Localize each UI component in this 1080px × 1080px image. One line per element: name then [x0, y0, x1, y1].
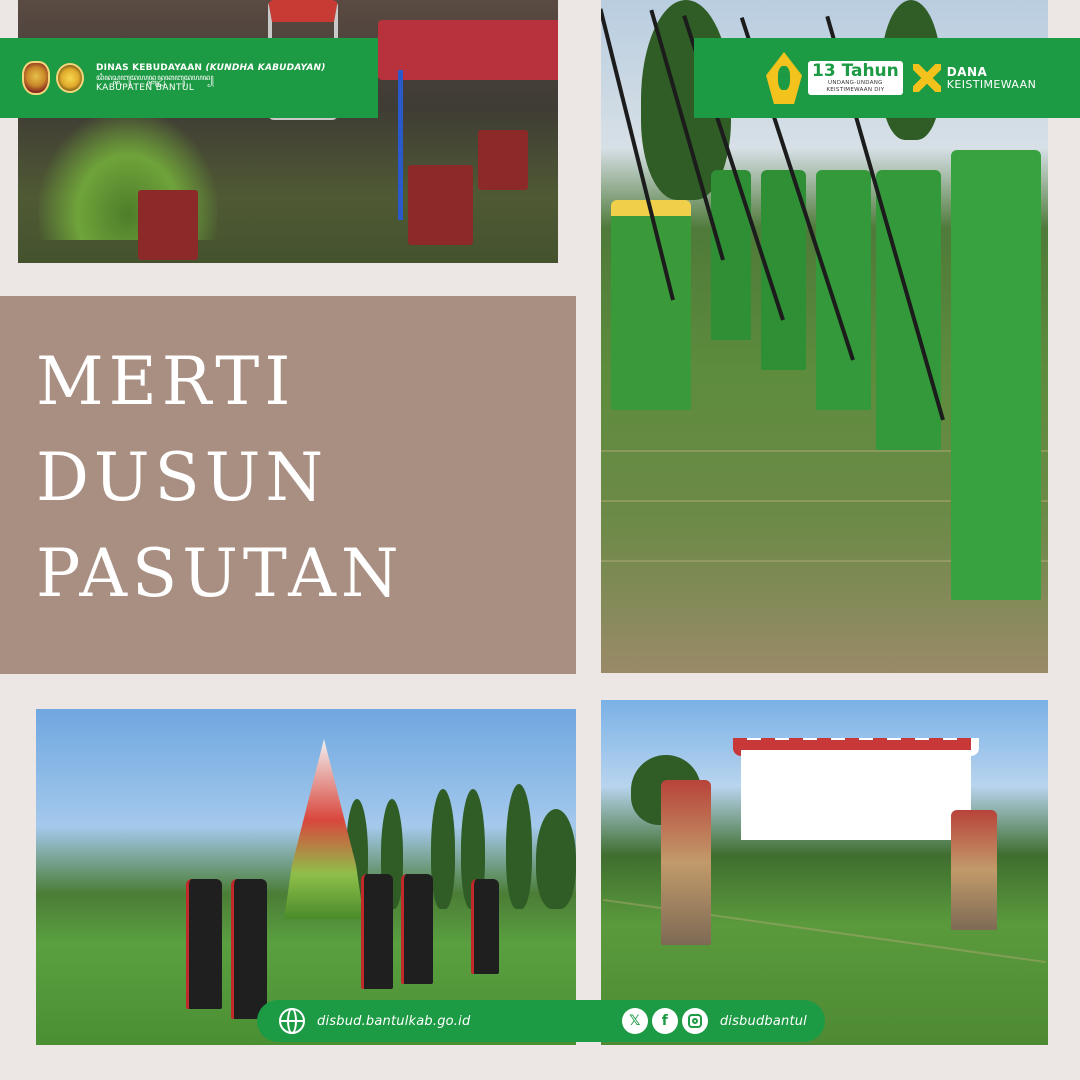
dancer-figure: [611, 200, 691, 410]
yogyakarta-emblem-icon: [56, 63, 84, 93]
photo-gunungan-procession: [36, 709, 576, 1045]
website-link[interactable]: disbud.bantulkab.go.id: [317, 1013, 471, 1029]
dana-keistimewaan-logo-icon: [913, 64, 941, 92]
soldier-figure: [951, 150, 1041, 600]
anniversary-badge: [808, 61, 903, 94]
soldier-figure: [816, 170, 871, 410]
tree: [536, 809, 576, 909]
bearer-figure: [231, 879, 267, 1019]
bearer-figure: [401, 874, 433, 984]
globe-icon[interactable]: [279, 1008, 305, 1034]
dana-keistimewaan-text: [947, 66, 1036, 90]
bearer-figure: [186, 879, 222, 1009]
fund-line-1: DANA: [946, 64, 988, 79]
photo-stage-dancers: [601, 700, 1048, 1045]
anniversary-sub-1: UNDANG-UNDANG: [828, 80, 883, 87]
agency-name-main: DINAS KEBUDAYAAN: [96, 63, 203, 74]
x-icon[interactable]: 𝕏: [622, 1008, 648, 1034]
agency-name: [96, 63, 326, 73]
anniversary-sub-2: KEISTIMEWAAN DIY: [826, 86, 885, 93]
anniversary-logo-icon: [766, 52, 802, 104]
bag: [478, 130, 528, 190]
footer-contact-bar: [257, 1000, 825, 1042]
agency-javanese-script: ꦢꦶꦤꦱ꧀ꦏꦧꦸꦢꦪꦤ꧀ꦏꦸꦤ꧀ꦝꦏꦧꦸꦢꦪꦤ꧀: [96, 73, 214, 83]
title-panel: [0, 296, 576, 674]
social-handle[interactable]: disbudbantul: [719, 1013, 807, 1029]
tree: [431, 789, 455, 909]
bag: [408, 165, 473, 245]
bearer-figure: [361, 874, 393, 989]
title-line-1: MERTI: [36, 343, 296, 420]
agency-name-alt: (KUNDHA KABUDAYAN): [205, 63, 326, 74]
fund-line-2: KEISTIMEWAAN: [946, 77, 1037, 91]
table-leg: [398, 70, 403, 220]
bearer-figure: [471, 879, 499, 974]
stage-tent: [741, 740, 971, 840]
dancer-figure: [661, 780, 711, 945]
tree: [506, 784, 532, 909]
soldier-figure: [711, 170, 751, 340]
bag: [138, 190, 198, 260]
table-cloth: [378, 20, 558, 80]
instagram-icon[interactable]: [682, 1008, 708, 1034]
social-icons: [622, 1008, 708, 1034]
header-agency-bar: [0, 38, 378, 118]
title-line-3: PASUTAN: [36, 535, 404, 612]
facebook-icon[interactable]: f: [652, 1008, 678, 1034]
dancer-figure: [951, 810, 997, 930]
title-line-2: DUSUN: [36, 439, 329, 516]
agency-region: KABUPATEN BANTUL: [96, 82, 195, 93]
agency-text: [96, 63, 326, 93]
anniversary-count: 13 Tahun: [812, 61, 899, 82]
bantul-regency-emblem-icon: [22, 61, 50, 95]
header-anniversary-bar: [694, 38, 1080, 118]
